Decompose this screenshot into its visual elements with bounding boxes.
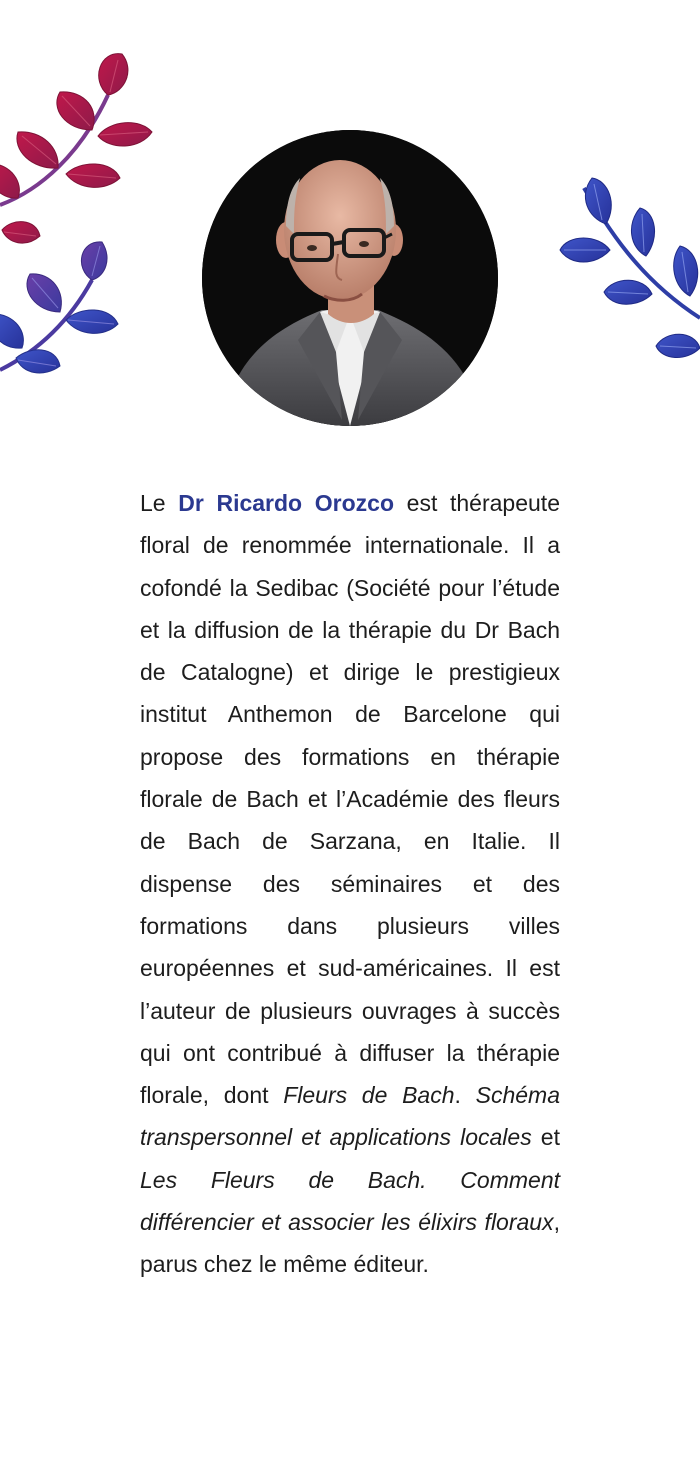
author-photo-illustration bbox=[202, 130, 498, 426]
book-title-1: Fleurs de Bach bbox=[283, 1082, 455, 1109]
bio-intro: Le bbox=[140, 490, 179, 516]
author-biography bbox=[140, 482, 560, 1286]
bio-part1: est thérapeute floral de renommée internationale. Il a cofondé la Sedibac (Société pour l’étude et la diffusion de la thérapie du Dr Bach de Catalogne) et dirige le prestigieux institut Anthemon de Barcelone qui propose des formations en thérapie florale de Bach et l’Académie des fleurs de Bach de Sarzana, en Italie. Il dispense des séminaires et des formations dans plusieurs villes européennes et sud-américaines. Il est l’auteur de plusieurs ouvrages à succès qui ont contribué à diffuser la thérapie florale, dont bbox=[140, 490, 560, 1109]
bio-outro: , parus chez le même éditeur. bbox=[140, 1209, 560, 1278]
author-portrait bbox=[202, 130, 498, 426]
book-title-1-subtitle: Schéma transpersonnel et applications locales bbox=[140, 1082, 560, 1151]
leaf-branch-right-icon bbox=[548, 168, 700, 378]
leaf-branch-left-icon bbox=[0, 40, 170, 400]
author-name: Dr Ricardo Orozco bbox=[178, 490, 394, 516]
book-title-2: Les Fleurs de Bach. Comment différencier et associer les élixirs floraux bbox=[140, 1166, 560, 1236]
bio-and: et bbox=[531, 1124, 560, 1151]
bio-sep1: . bbox=[454, 1082, 476, 1109]
